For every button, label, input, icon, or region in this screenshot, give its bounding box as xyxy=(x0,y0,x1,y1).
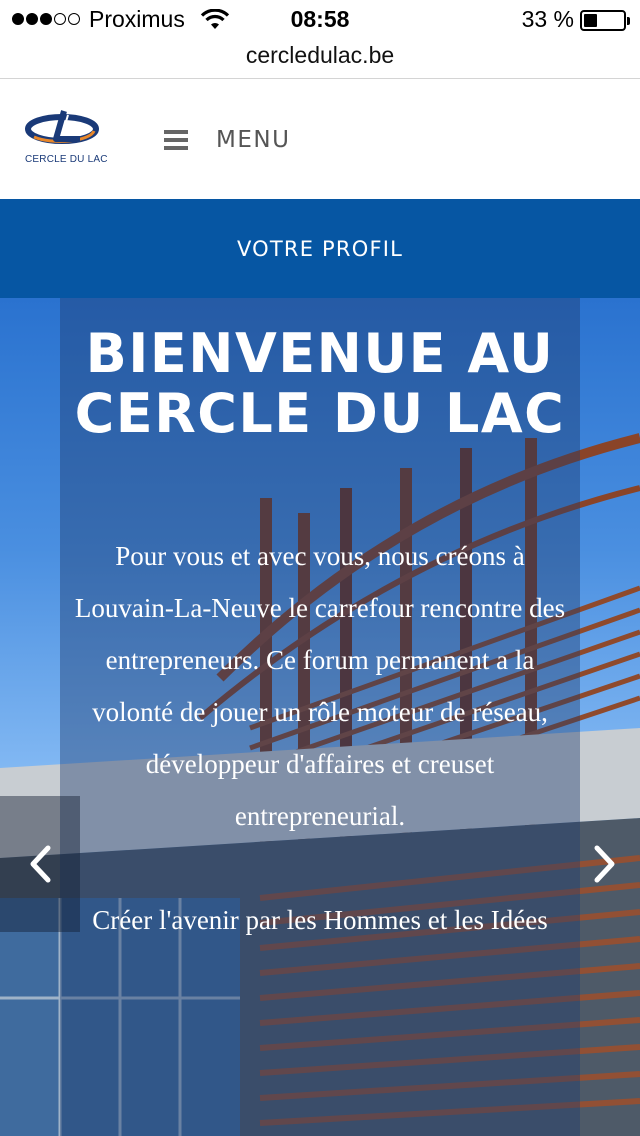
address-bar[interactable]: cercledulac.be xyxy=(245,42,395,68)
profile-button[interactable] xyxy=(0,199,640,298)
battery-icon xyxy=(580,10,626,31)
clock: 08:58 xyxy=(290,6,350,32)
chevron-left-icon xyxy=(27,844,53,884)
menu-button[interactable] xyxy=(164,123,290,157)
cercle-du-lac-logo[interactable] xyxy=(24,109,108,169)
carrier-name: Proximus xyxy=(89,6,185,32)
hamburger-icon xyxy=(164,130,188,150)
hero-text xyxy=(60,530,580,946)
battery-nub xyxy=(627,17,630,25)
status-bar xyxy=(0,0,640,40)
carousel-next-button[interactable] xyxy=(570,796,640,932)
hero-carousel xyxy=(0,298,640,1136)
site-header xyxy=(0,79,640,199)
hero-paragraph: Pour vous et avec vous, nous créons à Louvain-La-Neuve le carrefour rencontre des entrepreneurs. Ce forum permanent a la volonté de jouer un rôle moteur de réseau, développeur d'affaires et creuset entrepreneurial. xyxy=(74,541,566,831)
profile-label: VOTRE PROFIL xyxy=(236,236,404,261)
hero-title: BIENVENUE AU CERCLE DU LAC xyxy=(74,322,566,445)
battery-percentage: 33 % xyxy=(521,6,574,32)
hero-tagline: Créer l'avenir par les Hommes et les Idées xyxy=(92,905,548,935)
menu-label: MENU xyxy=(216,127,291,153)
logo-mark-icon xyxy=(24,109,100,153)
carousel-prev-button[interactable] xyxy=(0,796,80,932)
battery-level xyxy=(584,14,597,27)
chevron-right-icon xyxy=(592,844,618,884)
logo-caption: CERCLE DU LAC xyxy=(25,154,108,165)
